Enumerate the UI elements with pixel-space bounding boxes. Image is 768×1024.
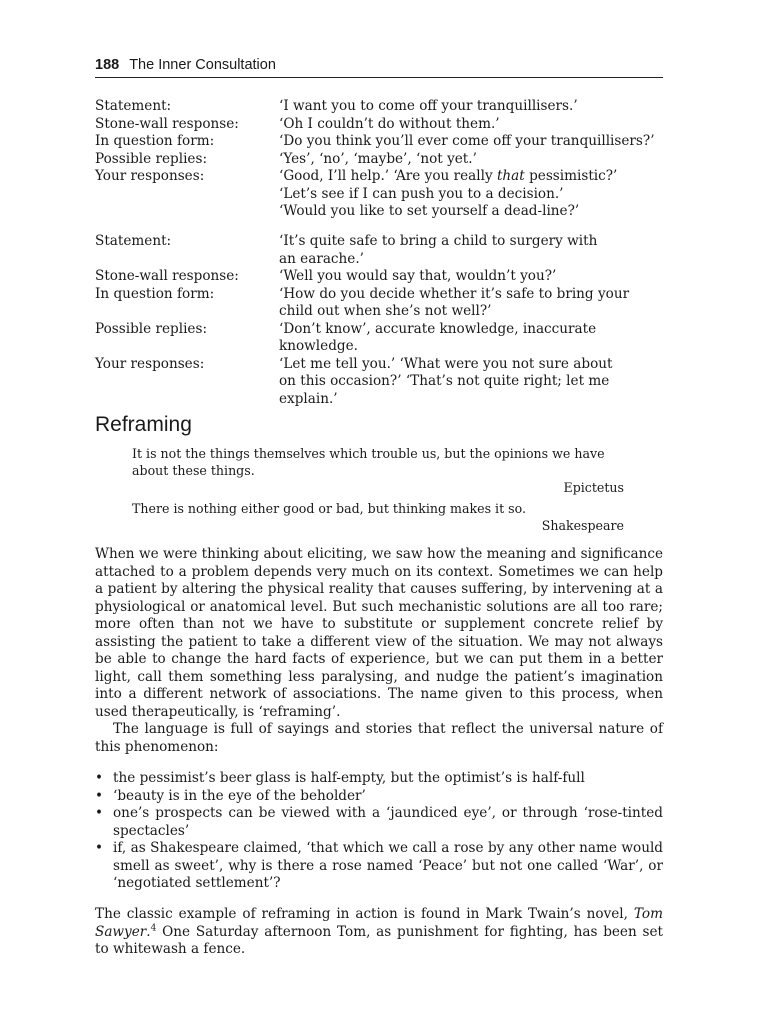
qa-text <box>279 233 669 268</box>
footnote-ref: 4 <box>150 922 157 933</box>
qa-row <box>95 233 675 268</box>
epigraph-quote: There is nothing either good or bad, but thinking makes it so. <box>132 501 526 516</box>
qa-label <box>95 203 279 221</box>
list-item-text: if, as Shakespeare claimed, ‘that which we call a rose by any other name would smell as sweet’, why is there a rose named ‘Peace’ but not one called ‘War’, or ‘negotiated settlement’? <box>113 840 663 891</box>
qa-text: ‘I want you to come off your tranquillisers.’ <box>279 98 578 114</box>
qa-text: ‘Yes’, ‘no’, ‘maybe’, ‘not yet.’ <box>279 150 477 167</box>
qa-text-emphasis: that <box>496 168 525 184</box>
qa-row <box>95 268 675 286</box>
list-item-text: ‘beauty is in the eye of the beholder’ <box>113 787 366 804</box>
qa-label: Stone-wall response: <box>95 115 239 132</box>
qa-text-part: ‘Good, I’ll help.’ ‘Are you really <box>279 168 497 184</box>
qa-row <box>95 151 675 169</box>
qa-block-tranquillisers <box>95 98 675 221</box>
list-item-text: the pessimist’s beer glass is half-empty, but the optimist’s is half-full <box>113 770 585 786</box>
qa-text-line: child out when she’s not well?’ <box>279 303 492 319</box>
qa-text <box>279 168 669 186</box>
qa-label: Your responses: <box>95 355 205 372</box>
qa-text-line: ‘It’s quite safe to bring a child to surgery with <box>279 233 598 249</box>
epigraph-epictetus <box>132 445 624 496</box>
running-title: The Inner Consultation <box>129 57 276 73</box>
text-run: One Saturday afternoon Tom, as punishment for fighting, has been set to whitewash a fence. <box>95 923 663 957</box>
qa-text-line: on this occasion?’ ‘That’s not quite right; let me explain.’ <box>279 373 610 407</box>
qa-text: ‘Oh I couldn’t do without them.’ <box>279 115 500 132</box>
qa-row <box>95 203 675 221</box>
qa-text-line: an earache.’ <box>279 250 364 267</box>
qa-text-line: ‘How do you decide whether it’s safe to bring your <box>279 285 630 302</box>
epigraph-attribution: Epictetus <box>563 480 624 495</box>
bullet-dot: • <box>95 787 104 804</box>
running-header <box>95 57 663 78</box>
qa-label: Possible replies: <box>95 320 208 337</box>
qa-text <box>279 286 669 321</box>
list-item <box>95 805 663 840</box>
qa-label: In question form: <box>95 285 215 302</box>
qa-label: In question form: <box>95 133 215 149</box>
qa-text <box>279 356 669 409</box>
qa-label <box>95 186 279 204</box>
epigraph-line: It is not the things themselves which trouble us, but the opinions we have <box>132 446 605 461</box>
qa-text: ‘Do you think you’ll ever come off your tranquillisers?’ <box>279 133 655 149</box>
paragraph-tom-sawyer <box>95 906 663 959</box>
book-title: Tom Sawyer <box>95 906 663 940</box>
qa-row <box>95 116 675 134</box>
qa-row <box>95 321 675 356</box>
epigraph-line: about these things. <box>132 463 255 478</box>
qa-text <box>279 321 669 356</box>
page-number: 188 <box>95 57 120 73</box>
paragraph-language: The language is full of sayings and stories that reflect the universal nature of this phenomenon: <box>95 721 663 755</box>
qa-row <box>95 286 675 321</box>
paragraph-reframing-intro: When we were thinking about eliciting, we saw how the meaning and significance attached to a problem depends very much on its context. Sometimes we can help a patient by altering the physical reality that causes suffering, by intervening at a physiological or anatomical level. But such mechanistic solutions are all too rare; more often than not we have to substitute or supplement concrete relief by assisting the patient to take a different view of the situation. We may not always be able to change the hard facts of experience, but we can put them in a better light, call them something less paralysing, and nudge the patient’s imagination into a different network of associations. The name given to this process, when used therapeutically, is ‘reframing’. <box>95 546 663 720</box>
sayings-list <box>95 770 663 893</box>
body-paragraph <box>95 546 663 756</box>
qa-label: Possible replies: <box>95 150 208 167</box>
qa-text-line: ‘Don’t know’, accurate knowledge, inaccurate <box>279 320 597 337</box>
qa-text: ‘Would you like to set yourself a dead-line?’ <box>279 203 580 219</box>
epigraph-shakespeare <box>132 500 624 534</box>
qa-block-earache <box>95 233 675 408</box>
qa-label: Stone-wall response: <box>95 268 239 284</box>
qa-text-line: ‘Let me tell you.’ ‘What were you not sure about <box>279 355 613 372</box>
qa-row <box>95 168 675 186</box>
bullet-dot: • <box>95 770 104 786</box>
list-item-text: one’s prospects can be viewed with a ‘jaundiced eye’, or through ‘rose-tinted spectacles’ <box>113 805 663 839</box>
section-heading: Reframing <box>95 413 192 436</box>
qa-text-line: knowledge. <box>279 338 358 354</box>
epigraph-quote <box>132 445 624 479</box>
qa-label: Your responses: <box>95 168 205 184</box>
bullet-dot: • <box>95 805 104 821</box>
qa-label: Statement: <box>95 98 172 114</box>
bullet-dot: • <box>95 840 104 856</box>
epigraph-attribution: Shakespeare <box>541 518 624 533</box>
qa-row <box>95 133 675 151</box>
qa-text-part: pessimistic?’ <box>524 168 618 184</box>
qa-row <box>95 186 675 204</box>
text-run: . <box>146 923 151 940</box>
qa-text: ‘Let’s see if I can push you to a decision.’ <box>279 185 564 202</box>
list-item <box>95 788 663 806</box>
list-item <box>95 840 663 893</box>
text-run: The classic example of reframing in action is found in Mark Twain’s novel, <box>95 906 634 922</box>
qa-text: ‘Well you would say that, wouldn’t you?’ <box>279 268 557 284</box>
qa-row <box>95 98 675 116</box>
qa-row <box>95 356 675 409</box>
list-item <box>95 770 663 788</box>
qa-label: Statement: <box>95 233 172 249</box>
